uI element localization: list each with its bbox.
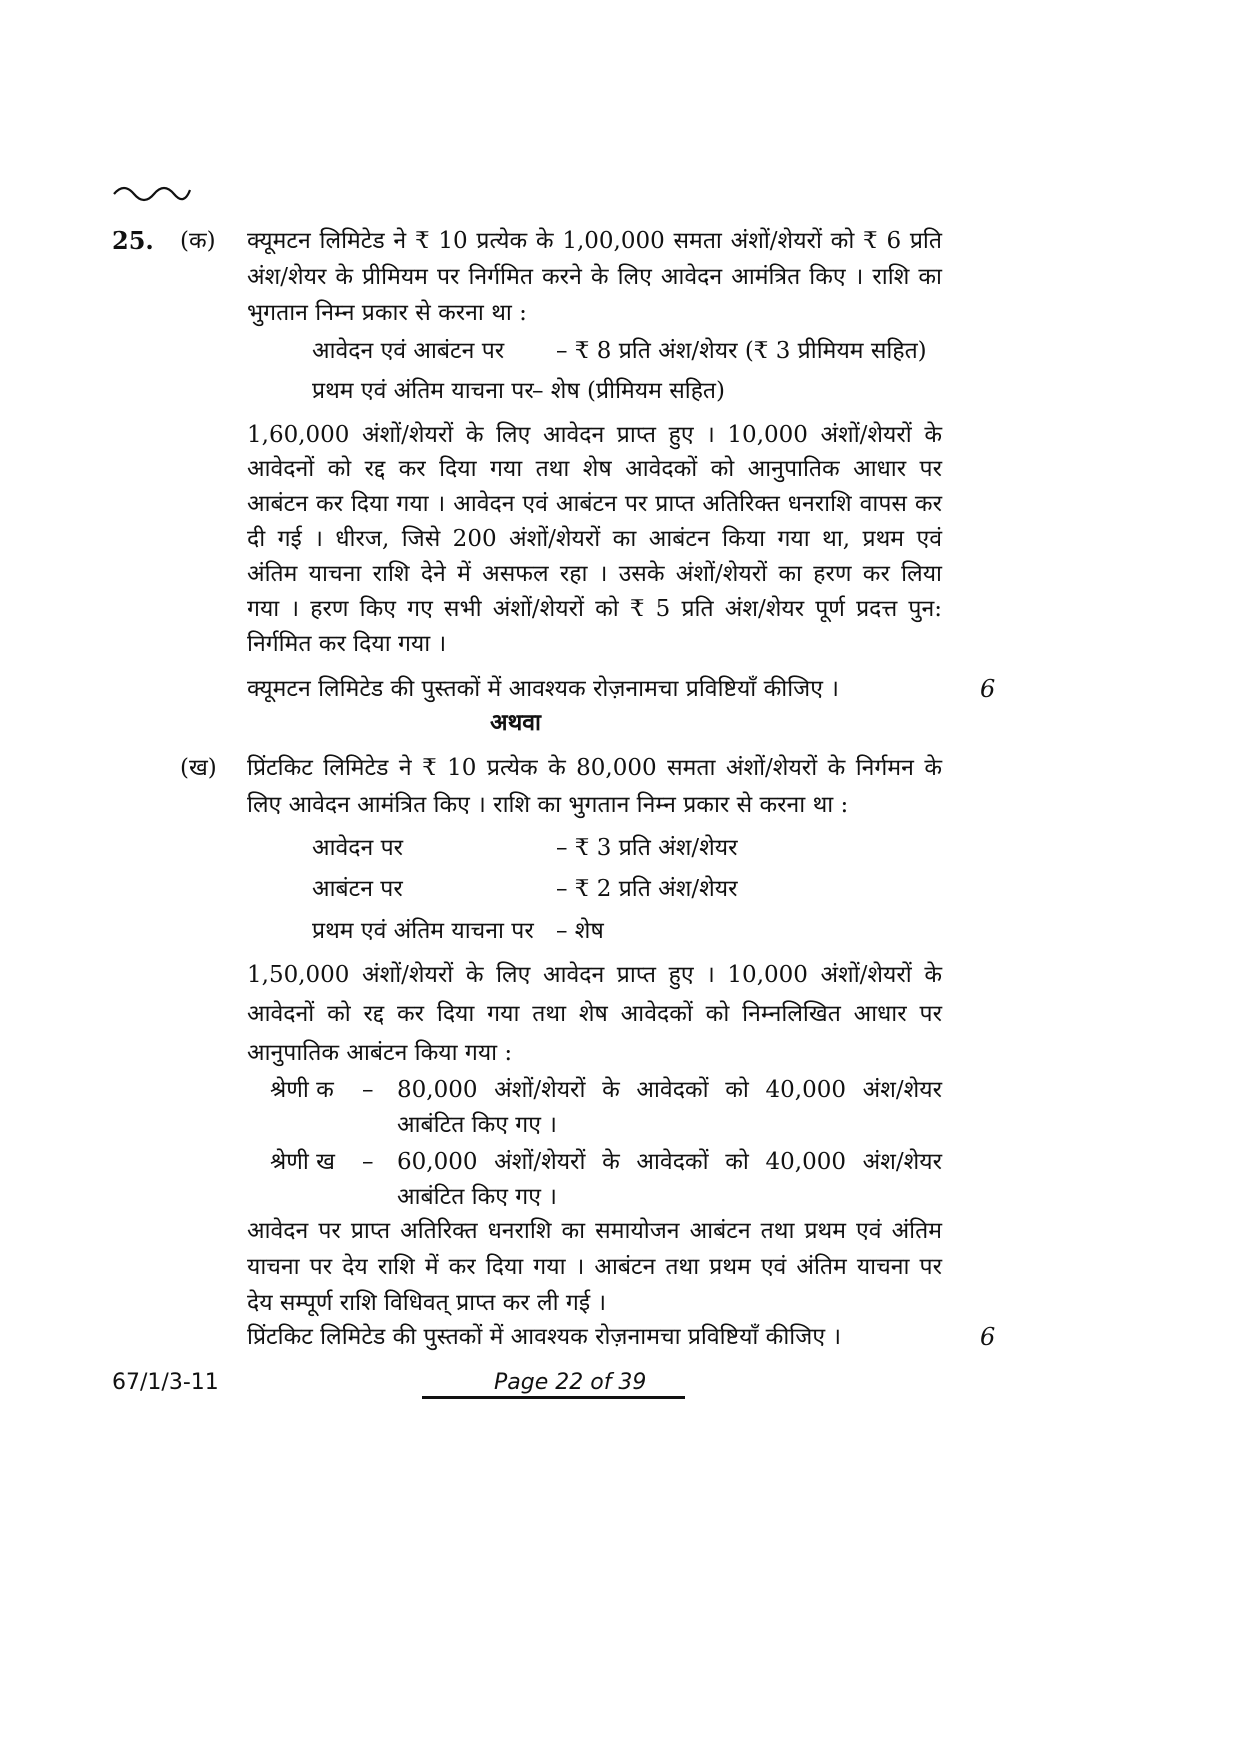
term-label: आबंटन पर (312, 876, 403, 902)
term-label: प्रथम एवं अंतिम याचना पर (312, 378, 534, 404)
part-a-body-line: आबंटन कर दिया गया । आवेदन एवं आबंटन पर प्राप्त अतिरिक्त धनराशि वापस कर (247, 491, 942, 517)
footer-underline (422, 1396, 685, 1399)
term-label: आवेदन पर (312, 835, 404, 861)
page-number: Page 22 of 39 (494, 1370, 647, 1395)
category-text: आबंटित किए गए । (397, 1112, 557, 1138)
part-a-intro-line: अंश/शेयर के प्रीमियम पर निर्गमित करने के लिए आवेदन आमंत्रित किए । राशि का (247, 264, 942, 290)
term-label: आवेदन एवं आबंटन पर (312, 338, 505, 364)
term-value: – ₹ 2 प्रति अंश/शेयर (556, 876, 738, 902)
part-b-body-line: 1,50,000 अंशों/शेयरों के लिए आवेदन प्राप्त हुए । 10,000 अंशों/शेयरों के (247, 962, 942, 988)
part-b-label: (ख) (180, 755, 217, 781)
part-a-instruction: क्यूमटन लिमिटेड की पुस्तकों में आवश्यक रोज़नामचा प्रविष्टियाँ कीजिए । (247, 676, 839, 702)
paper-code: 67/1/3-11 (112, 1370, 219, 1395)
term-value: – शेष (556, 918, 604, 944)
part-a-body-line: अंतिम याचना राशि देने में असफल रहा । उसके अंशों/शेयरों का हरण कर लिया (247, 561, 942, 587)
part-a-body-line: गया । हरण किए गए सभी अंशों/शेयरों को ₹ 5 प्रति अंश/शेयर पूर्ण प्रदत्त पुन: (247, 596, 942, 622)
category-dash: – (362, 1149, 374, 1175)
part-b-closing-line: याचना पर देय राशि में कर दिया गया । आबंटन तथा प्रथम एवं अंतिम याचना पर (247, 1254, 942, 1280)
part-b-intro-line: प्रिंटकिट लिमिटेड ने ₹ 10 प्रत्येक के 80,000 समता अंशों/शेयरों के निर्गमन के (247, 755, 942, 781)
category-text: 60,000 अंशों/शेयरों के आवेदकों को 40,000 अंश/शेयर (397, 1149, 942, 1175)
part-b-body-line: आवेदनों को रद्द कर दिया गया तथा शेष आवेदकों को निम्नलिखित आधार पर (247, 1001, 942, 1027)
term-value: – ₹ 8 प्रति अंश/शेयर (₹ 3 प्रीमियम सहित) (556, 338, 927, 364)
or-separator: अथवा (490, 709, 542, 736)
part-b-intro-line: लिए आवेदन आमंत्रित किए । राशि का भुगतान निम्न प्रकार से करना था : (247, 792, 849, 818)
part-b-instruction: प्रिंटकिट लिमिटेड की पुस्तकों में आवश्यक रोज़नामचा प्रविष्टियाँ कीजिए । (247, 1324, 842, 1350)
category-label: श्रेणी क (270, 1077, 334, 1103)
part-a-body-line: 1,60,000 अंशों/शेयरों के लिए आवेदन प्राप्त हुए । 10,000 अंशों/शेयरों के (247, 422, 942, 448)
part-a-marks: 6 (980, 675, 996, 703)
category-text: आबंटित किए गए । (397, 1184, 557, 1210)
part-a-body-line: आवेदनों को रद्द कर दिया गया तथा शेष आवेदकों को आनुपातिक आधार पर (247, 456, 942, 482)
part-b-closing-line: आवेदन पर प्राप्त अतिरिक्त धनराशि का समायोजन आबंटन तथा प्रथम एवं अंतिम (247, 1218, 942, 1244)
part-b-marks: 6 (980, 1323, 996, 1351)
category-dash: – (362, 1077, 374, 1103)
wave-mark (112, 180, 192, 204)
part-a-body-line: निर्गमित कर दिया गया । (247, 631, 447, 657)
part-a-body-line: दी गई । धीरज, जिसे 200 अंशों/शेयरों का आबंटन किया गया था, प्रथम एवं (247, 526, 942, 552)
term-label: प्रथम एवं अंतिम याचना पर (312, 918, 534, 944)
part-a-label: (क) (180, 228, 216, 254)
term-value: – ₹ 3 प्रति अंश/शेयर (556, 835, 738, 861)
part-b-closing-line: देय सम्पूर्ण राशि विधिवत् प्राप्त कर ली गई । (247, 1290, 607, 1316)
part-a-intro-line: क्यूमटन लिमिटेड ने ₹ 10 प्रत्येक के 1,00,000 समता अंशों/शेयरों को ₹ 6 प्रति (247, 228, 942, 254)
term-value: – शेष (प्रीमियम सहित) (532, 378, 725, 404)
category-label: श्रेणी ख (270, 1149, 335, 1175)
part-a-intro-line: भुगतान निम्न प्रकार से करना था : (247, 300, 527, 326)
category-text: 80,000 अंशों/शेयरों के आवेदकों को 40,000 अंश/शेयर (397, 1077, 942, 1103)
question-number: 25. (112, 226, 154, 255)
part-b-body-line: आनुपातिक आबंटन किया गया : (247, 1040, 513, 1066)
